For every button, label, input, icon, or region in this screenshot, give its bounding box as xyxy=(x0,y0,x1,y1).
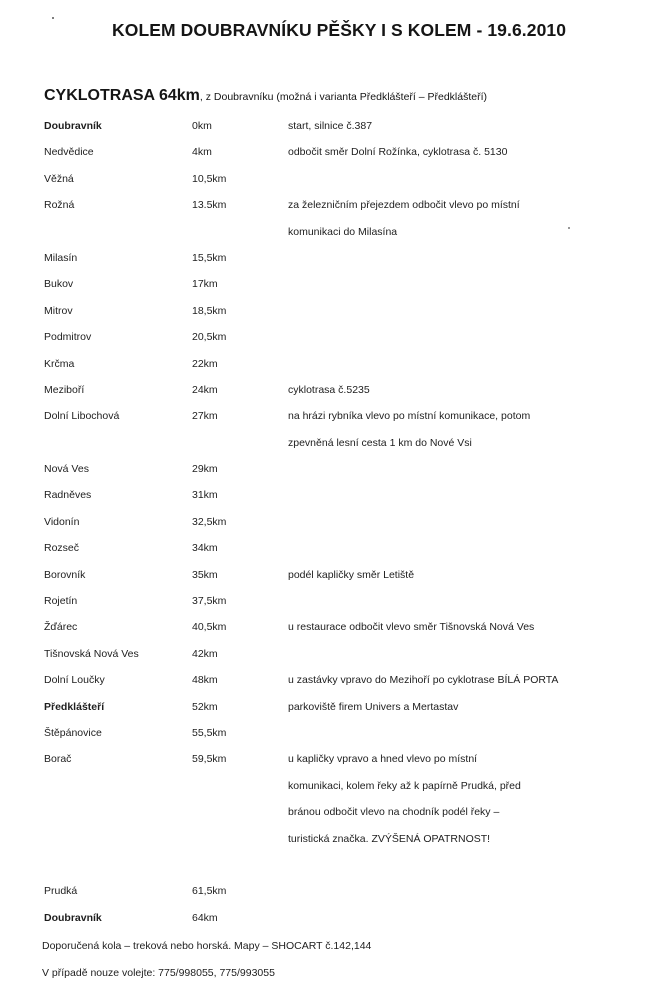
route-row xyxy=(0,853,647,879)
route-distance: 22km xyxy=(192,357,218,370)
route-row xyxy=(0,299,647,325)
route-row xyxy=(0,404,647,430)
route-note: parkoviště firem Univers a Mertastav xyxy=(288,700,459,713)
route-place: Nová Ves xyxy=(44,463,89,476)
route-row xyxy=(0,747,647,773)
route-distance: 55,5km xyxy=(192,726,227,739)
route-row xyxy=(0,668,647,694)
route-distance: 59,5km xyxy=(192,753,227,766)
route-table xyxy=(0,114,647,932)
route-distance: 64km xyxy=(192,911,218,924)
route-row xyxy=(0,563,647,589)
route-distance: 13.5km xyxy=(192,199,227,212)
route-row xyxy=(0,879,647,905)
route-note: cyklotrasa č.5235 xyxy=(288,383,370,396)
route-place: Rozseč xyxy=(44,542,80,555)
route-place: Doubravník xyxy=(44,120,102,132)
route-distance: 42km xyxy=(192,647,218,660)
route-place: Žďárec xyxy=(44,621,78,634)
route-distance: 17km xyxy=(192,278,218,291)
route-distance: 52km xyxy=(192,700,218,713)
route-place: Nedvědice xyxy=(44,146,94,159)
route-row xyxy=(0,827,647,853)
route-place: Tišnovská Nová Ves xyxy=(44,647,139,660)
route-note: na hrázi rybníka vlevo po místní komunikace, potom xyxy=(288,410,531,423)
route-place: Dolní Loučky xyxy=(44,674,105,687)
route-distance: 10,5km xyxy=(192,172,227,185)
route-note: odbočit směr Dolní Rožínka, cyklotrasa č. 5130 xyxy=(288,146,508,159)
route-row xyxy=(0,352,647,378)
route-distance: 18,5km xyxy=(192,304,227,317)
route-distance: 15,5km xyxy=(192,251,227,264)
route-note: bránou odbočit vlevo na chodník podél řeky – xyxy=(288,806,500,819)
route-place: Rojetín xyxy=(44,595,78,608)
route-row xyxy=(0,114,647,140)
footer-recommendation: Doporučená kola – treková nebo horská. Mapy – SHOCART č.142,144 xyxy=(42,940,372,952)
route-note: u zastávky vpravo do Mezihoří po cyklotrase BÍLÁ PORTA xyxy=(288,674,559,687)
route-distance: 24km xyxy=(192,383,218,396)
route-place: Štěpánovice xyxy=(44,726,102,739)
route-note: turistická značka. ZVÝŠENÁ OPATRNOST! xyxy=(288,832,491,845)
route-place: Prudká xyxy=(44,885,78,898)
route-row xyxy=(0,510,647,536)
route-row xyxy=(0,615,647,641)
route-row xyxy=(0,167,647,193)
route-distance: 0km xyxy=(192,120,212,132)
route-row xyxy=(0,272,647,298)
route-row xyxy=(0,378,647,404)
route-row xyxy=(0,325,647,351)
route-row xyxy=(0,695,647,721)
route-note: start, silnice č.387 xyxy=(288,120,373,132)
route-row xyxy=(0,589,647,615)
route-row xyxy=(0,483,647,509)
scan-speck xyxy=(52,17,54,19)
route-row xyxy=(0,536,647,562)
route-place: Vidonín xyxy=(44,515,80,528)
route-name: CYKLOTRASA 64km xyxy=(44,87,200,104)
route-distance: 34km xyxy=(192,542,218,555)
route-place: Krčma xyxy=(44,357,75,370)
route-distance: 61,5km xyxy=(192,885,227,898)
route-distance: 29km xyxy=(192,463,218,476)
route-note: zpevněná lesní cesta 1 km do Nové Vsi xyxy=(288,436,472,449)
route-place: Věžná xyxy=(44,172,74,185)
route-row xyxy=(0,140,647,166)
route-note: u kapličky vpravo a hned vlevo po místní xyxy=(288,753,478,766)
route-distance: 48km xyxy=(192,674,218,687)
route-place: Milasín xyxy=(44,251,78,264)
route-place: Dolní Libochová xyxy=(44,410,120,423)
route-place: Borovník xyxy=(44,568,86,581)
route-row xyxy=(0,642,647,668)
route-place: Meziboří xyxy=(44,383,85,396)
route-distance: 31km xyxy=(192,489,218,502)
route-row xyxy=(0,800,647,826)
page-title: KOLEM DOUBRAVNÍKU PĚŠKY I S KOLEM - 19.6.2010 xyxy=(112,20,567,40)
route-row xyxy=(0,721,647,747)
route-note: za železničním přejezdem odbočit vlevo po místní xyxy=(288,199,520,212)
route-note: komunikaci, kolem řeky až k papírně Prudká, před xyxy=(288,779,521,792)
route-distance: 40,5km xyxy=(192,621,227,634)
route-place: Rožná xyxy=(44,199,75,212)
route-distance: 4km xyxy=(192,146,212,159)
route-distance: 20,5km xyxy=(192,331,227,344)
route-row xyxy=(0,431,647,457)
route-row xyxy=(0,246,647,272)
route-place: Radněves xyxy=(44,489,92,502)
route-place: Mitrov xyxy=(44,304,73,317)
route-row xyxy=(0,774,647,800)
route-start-detail: , z Doubravníku (možná i varianta Předklášteří – Předklášteří) xyxy=(199,91,488,103)
route-subtitle xyxy=(44,87,487,105)
route-note: komunikaci do Milasína xyxy=(288,225,398,238)
route-place: Bukov xyxy=(44,278,74,291)
route-place: Předklášteří xyxy=(44,700,105,713)
route-row xyxy=(0,906,647,932)
route-note: podél kapličky směr Letiště xyxy=(288,568,415,581)
route-row xyxy=(0,457,647,483)
route-place: Borač xyxy=(44,753,72,766)
footer-emergency-phone: V případě nouze volejte: 775/998055, 775/993055 xyxy=(42,967,275,979)
route-distance: 27km xyxy=(192,410,218,423)
route-row xyxy=(0,193,647,219)
route-place: Podmitrov xyxy=(44,331,92,344)
route-distance: 32,5km xyxy=(192,515,227,528)
route-place: Doubravník xyxy=(44,911,102,924)
route-note: u restaurace odbočit vlevo směr Tišnovská Nová Ves xyxy=(288,621,535,634)
route-row xyxy=(0,220,647,246)
route-distance: 35km xyxy=(192,568,218,581)
route-distance: 37,5km xyxy=(192,595,227,608)
